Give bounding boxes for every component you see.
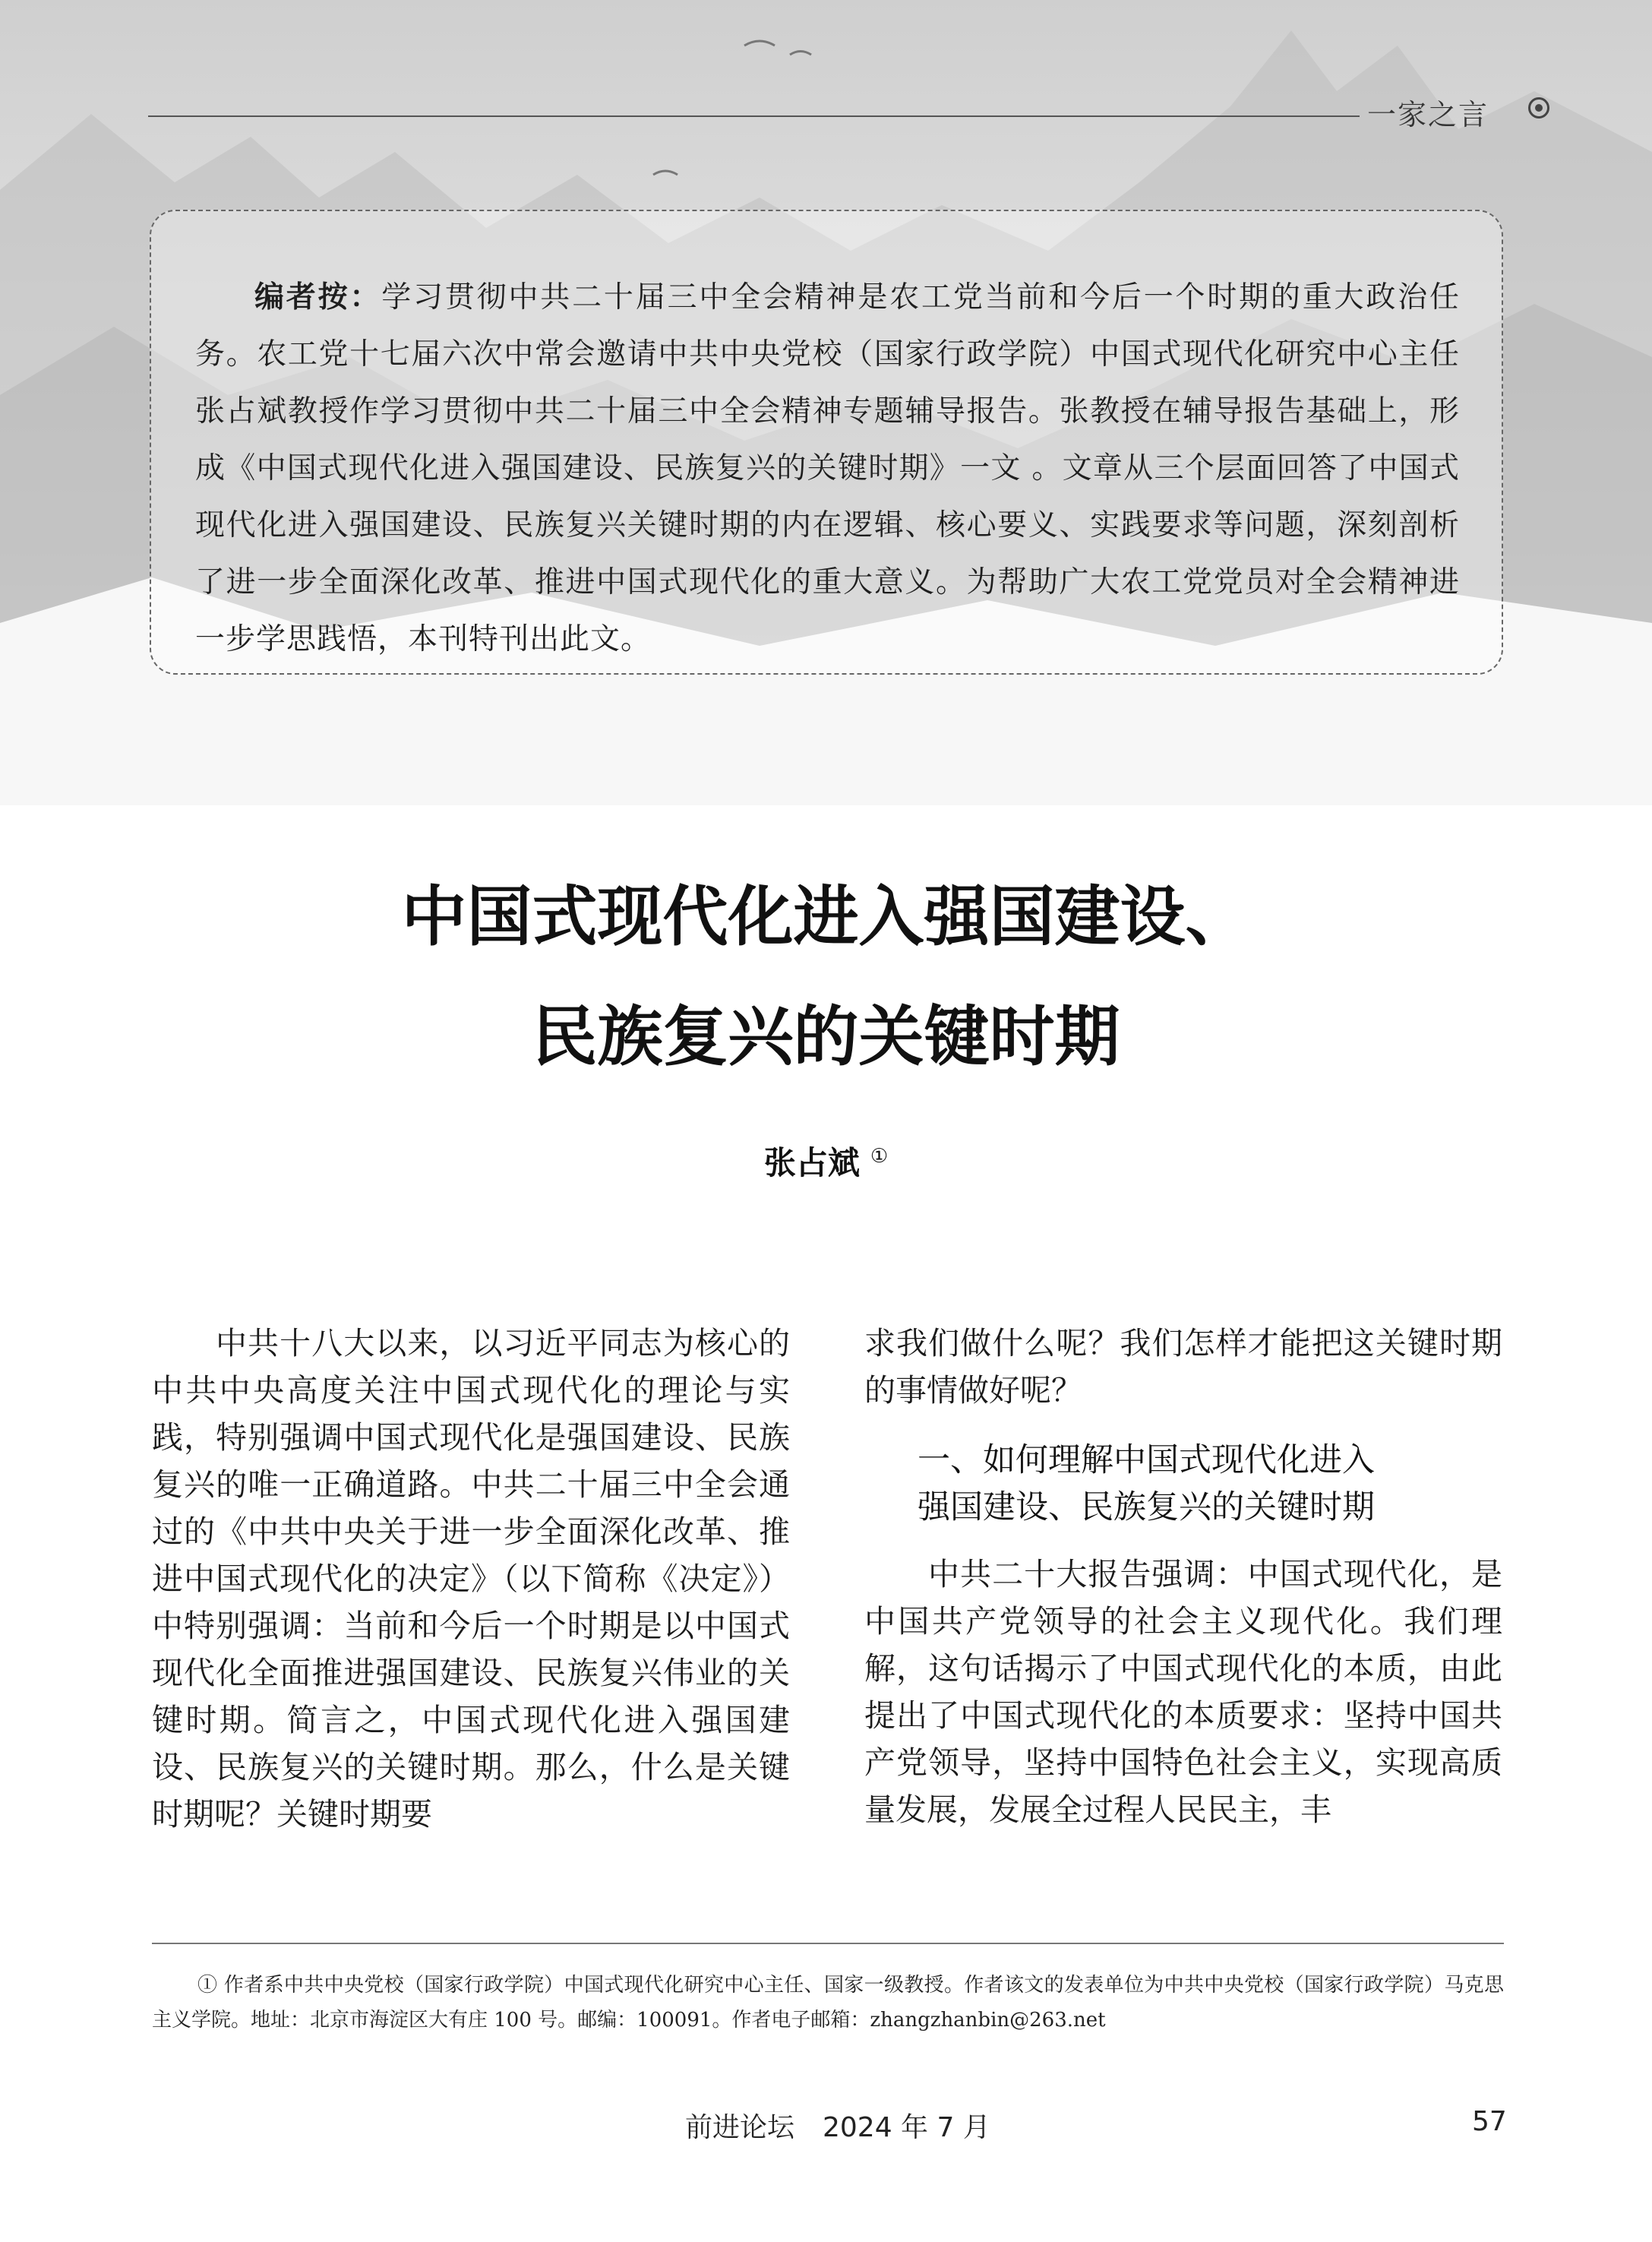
left-column-paragraph: 中共十八大以来，以习近平同志为核心的中共中央高度关注中国式现代化的理论与实践，特别强调中国式现代化是强国建设、民族复兴的唯一正确道路。中共二十届三中全会通过的《中共中央关于进一步全面深化改革、推进中国式现代化的决定》（以下简称《决定》）中特别强调：当前和今后一个时期是以中国式现代化全面推进强国建设、民族复兴伟业的关键时期。简言之，中国式现代化进入强国建设、民族复兴的关键时期。那么，什么是关键时期呢？关键时期要 <box>152 1325 790 1832</box>
section-label: 一家之言 <box>1367 98 1489 131</box>
article-title-line-2: 民族复兴的关键时期 <box>532 999 1120 1075</box>
editor-note-box <box>150 210 1503 675</box>
author-name: 张占斌 <box>763 1144 860 1181</box>
article-title <box>0 857 1652 1097</box>
journal-name: 前进论坛 <box>685 2112 795 2143</box>
section-heading-line-1: 一、如何理解中国式现代化进入 <box>918 1441 1375 1479</box>
right-column-paragraph: 中共二十大报告强调：中国式现代化，是中国共产党领导的社会主义现代化。我们理解，这句话揭示了中国式现代化的本质，由此提出了中国式现代化的本质要求：坚持中国共产党领导，坚持中国特色社会主义，实现高质量发展，发展全过程人民民主，丰 <box>864 1556 1502 1828</box>
left-column <box>152 1320 790 1838</box>
footnote-rule <box>152 1943 1504 1944</box>
editor-note-text: 学习贯彻中共二十届三中全会精神是农工党当前和今后一个时期的重大政治任务。农工党十七届六次中常会邀请中共中央党校（国家行政学院）中国式现代化研究中心主任张占斌教授作学习贯彻中共二十届三中全会精神专题辅导报告。张教授在辅导报告基础上，形成《中国式现代化进入强国建设、民族复兴的关键时期》一文 。文章从三个层面回答了中国式现代化进入强国建设、民族复兴关键时期的内在逻辑、核心要义、实践要求等问题，深刻剖析了进一步全面深化改革、推进中国式现代化的重大意义。为帮助广大农工党党员对全会精神进一步学思践悟，本刊特刊出此文。 <box>195 280 1460 656</box>
target-icon <box>1528 97 1549 119</box>
issue-date: 2024 年 7 月 <box>823 2112 990 2143</box>
right-column-intro: 求我们做什么呢？我们怎样才能把这关键时期的事情做好呢？ <box>864 1325 1502 1409</box>
right-column <box>864 1320 1502 1833</box>
author-byline <box>0 1138 1652 1184</box>
article-title-line-1: 中国式现代化进入强国建设、 <box>401 879 1251 955</box>
header-rule <box>148 115 1360 117</box>
footnote: ① 作者系中共中央党校（国家行政学院）中国式现代化研究中心主任、国家一级教授。作者该文的发表单位为中共中央党校（国家行政学院）马克思主义学院。地址：北京市海淀区大有庄 100 号。邮编：100091。作者电子邮箱：zhangzhanbin@263.net <box>152 1974 1504 2032</box>
editor-note <box>195 269 1460 668</box>
editor-note-label: 编者按： <box>254 280 382 315</box>
section-heading-line-2: 强国建设、民族复兴的关键时期 <box>918 1488 1375 1526</box>
author-footnote-mark: ① <box>870 1145 889 1168</box>
section-heading <box>918 1437 1502 1531</box>
page-number: 57 <box>1472 2106 1507 2137</box>
